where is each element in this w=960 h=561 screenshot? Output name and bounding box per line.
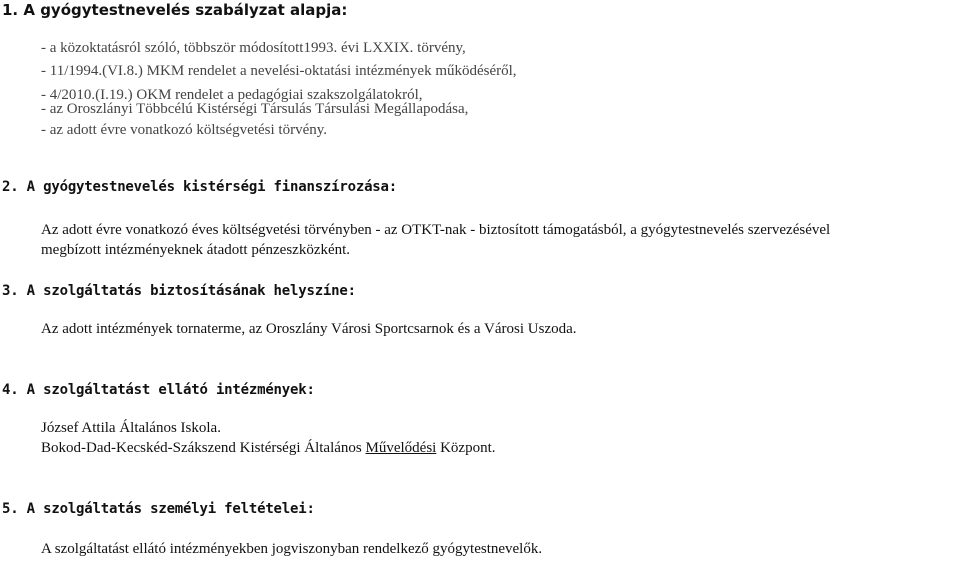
financing-text-line-1: Az adott évre vonatkozó éves költségvetési törvényben - az OTKT-nak - biztosított támogatásból, a gyógytestnevelés szervezésével (41, 222, 831, 238)
staffing-text: A szolgáltatást ellátó intézményekben jogviszonyban rendelkező gyógytestnevelők. (41, 541, 543, 557)
section-2-heading: 2. A gyógytestnevelés kistérségi finanszírozása: (2, 179, 397, 195)
institution-item-2-underlined: Művelődési (365, 440, 437, 456)
legal-basis-item-5: - az adott évre vonatkozó költségvetési törvény. (41, 122, 328, 138)
legal-basis-item-3: - 4/2010.(I.19.) OKM rendelet a pedagógiai szakszolgálatokról, (41, 87, 423, 103)
institution-item-1: József Attila Általános Iskola. (41, 420, 221, 436)
legal-basis-item-1: - a közoktatásról szóló, többször módosított1993. évi LXXIX. törvény, (41, 40, 466, 56)
financing-text-line-2: megbízott intézményeknek átadott pénzeszközként. (41, 242, 351, 258)
institution-item-2 (41, 438, 496, 458)
section-1-heading: 1. A gyógytestnevelés szabályzat alapja: (2, 1, 348, 19)
section-4-heading: 4. A szolgáltatást ellátó intézmények: (2, 382, 315, 398)
legal-basis-item-2: - 11/1994.(VI.8.) MKM rendelet a nevelési-oktatási intézmények működéséről, (41, 63, 517, 79)
legal-basis-item-4: - az Oroszlányi Többcélú Kistérségi Társulás Társulási Megállapodása, (41, 101, 469, 117)
location-text: Az adott intézmények tornaterme, az Oroszlány Városi Sportcsarnok és a Városi Uszoda. (41, 321, 577, 337)
institution-item-2-suffix: Központ. (436, 440, 496, 456)
section-5-heading: 5. A szolgáltatás személyi feltételei: (2, 501, 315, 517)
institution-item-2-prefix: Bokod-Dad-Kecskéd-Szákszend Kistérségi Általános (41, 440, 366, 456)
section-3-heading: 3. A szolgáltatás biztosításának helyszíne: (2, 283, 356, 299)
